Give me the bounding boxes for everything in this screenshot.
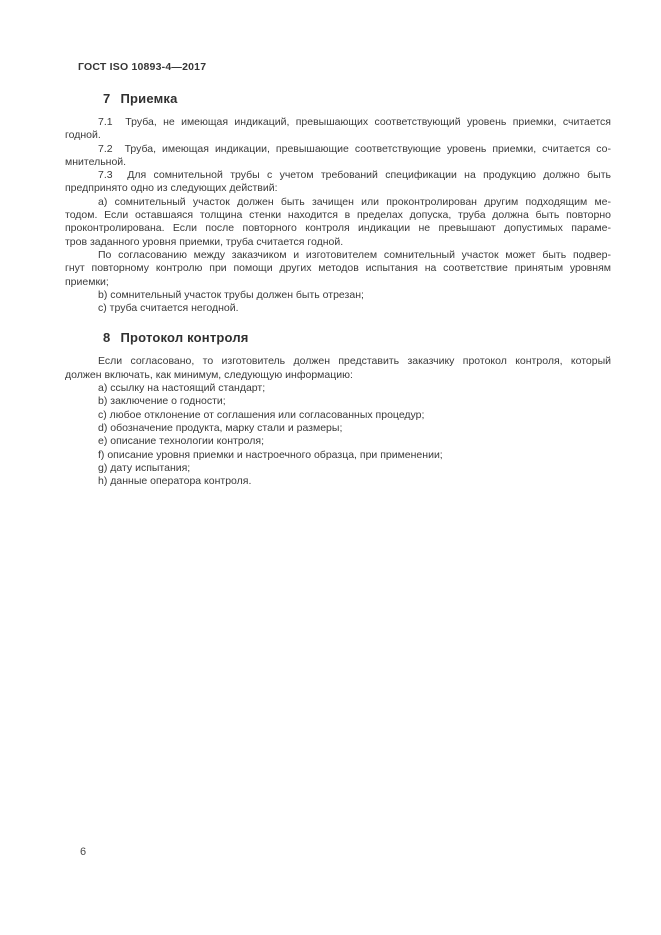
- paragraph-line: должен включать, как минимум, следующую информацию:: [65, 368, 353, 381]
- paragraph-line: b) сомнительный участок трубы должен быть отрезан;: [98, 288, 364, 301]
- section-number: 8: [103, 330, 111, 346]
- page-number: 6: [80, 846, 87, 858]
- paragraph-line: проконтролирована. Если после повторного контроля индикации не превышают допустимых параме-: [65, 222, 611, 235]
- section-title: Приемка: [120, 91, 178, 106]
- paragraph: [65, 462, 611, 475]
- paragraph-line: тров заданного уровня приемки, труба считается годной.: [65, 235, 344, 248]
- paragraph: [65, 475, 611, 488]
- paragraph: [65, 289, 611, 302]
- paragraph-line: предпринято одно из следующих действий:: [65, 182, 278, 195]
- paragraph-line: d) обозначение продукта, марку стали и размеры;: [98, 421, 343, 434]
- paragraph: [65, 355, 611, 382]
- paragraph: [65, 449, 611, 462]
- paragraph-line: e) описание технологии контроля;: [98, 435, 265, 448]
- paragraph-line: гнут повторному контролю при помощи других методов испытания на соответствие принятым уровням: [65, 262, 611, 275]
- paragraph-line: h) данные оператора контроля.: [98, 475, 252, 488]
- paragraph-line: c) любое отклонение от соглашения или согласованных процедур;: [98, 408, 425, 421]
- paragraph-line: a) ссылку на настоящий стандарт;: [98, 382, 266, 395]
- paragraph: [65, 395, 611, 408]
- paragraph-line: 7.1 Труба, не имеющая индикаций, превышающих соответствующий уровень приемки, считается: [98, 116, 611, 128]
- paragraph: [65, 116, 611, 143]
- paragraph-line: По согласованию между заказчиком и изготовителем сомнительный участок может быть подвер-: [98, 248, 611, 261]
- paragraph: [65, 169, 611, 196]
- paragraph: [65, 302, 611, 315]
- section-heading: [65, 330, 611, 346]
- paragraph-line: Если согласовано, то изготовитель должен представить заказчику протокол контроля, который: [98, 355, 611, 368]
- paragraph-line: b) заключение о годности;: [98, 395, 226, 408]
- paragraph: [65, 382, 611, 395]
- section-number: 7: [103, 91, 111, 106]
- paragraph-line: приемки;: [65, 275, 109, 288]
- paragraph: [65, 435, 611, 448]
- paragraph-line: a) сомнительный участок должен быть зачищен или проконтролирован другим подходящим ме-: [98, 195, 611, 208]
- paragraph-line: тодом. Если оставшаяся толщина стенки находится в пределах допуска, труба должна быть повторно: [65, 209, 611, 222]
- paragraph-line: мнительной.: [65, 155, 127, 168]
- running-header: ГОСТ ISO 10893-4—2017: [78, 61, 207, 73]
- paragraph-line: g) дату испытания;: [98, 461, 191, 474]
- section-title: Протокол контроля: [120, 330, 249, 346]
- paragraph: [65, 143, 611, 170]
- paragraph-line: 7.2 Труба, имеющая индикации, превышающие соответствующие уровень приемки, считается со-: [98, 142, 611, 155]
- paragraph: [65, 196, 611, 249]
- paragraph-line: c) труба считается негодной.: [98, 302, 239, 315]
- paragraph-line: 7.3 Для сомнительной трубы с учетом требований спецификации на продукцию должно быть: [98, 169, 611, 182]
- paragraph-line: годной.: [65, 129, 101, 142]
- paragraph: [65, 422, 611, 435]
- paragraph: [65, 249, 611, 289]
- paragraph: [65, 409, 611, 422]
- section-heading: [65, 91, 611, 107]
- paragraph-line: f) описание уровня приемки и настроечного образца, при применении;: [98, 448, 443, 461]
- document-content: [65, 91, 611, 488]
